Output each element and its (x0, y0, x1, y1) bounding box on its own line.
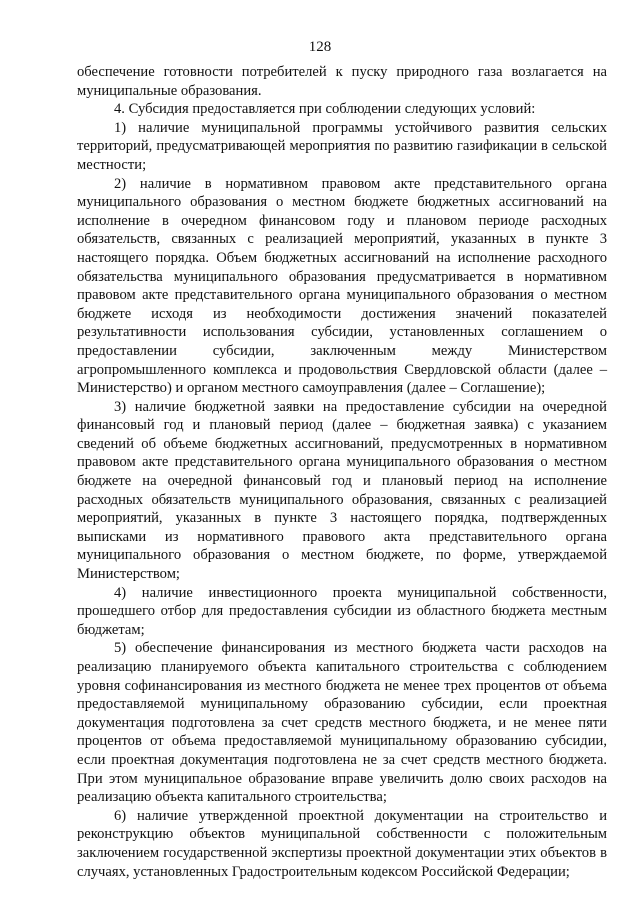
paragraph: 4) наличие инвестиционного проекта муниципальной собственности, прошедшего отбор для предоставления субсидии из областного бюджета местным бюджетам; (77, 584, 607, 638)
paragraph: 2) наличие в нормативном правовом акте представительного органа муниципального образования о местном бюджете бюджетных ассигнований на исполнение в очередном финансовом году и плановом периоде расходных обязательств, связанных с реализацией мероприятий, указанных в пункте 3 настоящего порядка. Объем бюджетных ассигнований на исполнение расходного обязательства муниципального образования предусматривается в нормативном правовом акте представительного органа муниципального образования о местном бюджете исходя из необходимости достижения значений показателей результативности использования субсидии, установленных соглашением о предоставлении субсидии, заключенным между Министерством агропромышленного комплекса и продовольствия Свердловской области (далее – Министерство) и органом местного самоуправления (далее – Соглашение); (77, 175, 607, 397)
document-body (77, 63, 607, 881)
page-number: 128 (308, 39, 332, 55)
paragraph: 1) наличие муниципальной программы устойчивого развития сельских территорий, предусматривающей мероприятия по развитию газификации в сельской местности; (77, 119, 607, 173)
paragraph: 3) наличие бюджетной заявки на предоставление субсидии на очередной финансовый год и плановый период (далее – бюджетная заявка) с указанием сведений об объеме бюджетных ассигнований, предусмотренных в нормативном правовом акте представительного органа муниципального образования о местном бюджете на очередной финансовый год и плановый период на исполнение расходных обязательств муниципального образования, связанных с реализацией мероприятий, указанных в пункте 3 настоящего порядка, подтвержденных выписками из нормативного правового акта представительного органа муниципального образования о местном бюджете, по форме, утверждаемой Министерством; (77, 398, 607, 583)
paragraph: 5) обеспечение финансирования из местного бюджета части расходов на реализацию планируемого объекта капитального строительства с соблюдением уровня софинансирования из местного бюджета не менее трех процентов от объема предоставляемой муниципальному образованию субсидии, если проектная документация подготовлена за счет средств местного бюджета, и не менее пяти процентов от объема предоставляемой муниципальному образованию субсидии, если проектная документация подготовлена не за счет средств местного бюджета. При этом муниципальное образование вправе увеличить долю своих расходов на реализацию объекта капитального строительства; (77, 640, 607, 806)
paragraph: обеспечение готовности потребителей к пуску природного газа возлагается на муниципальные образования. (77, 64, 607, 99)
paragraph: 6) наличие утвержденной проектной документации на строительство и реконструкцию объектов муниципальной собственности с положительным заключением государственной экспертизы проектной документации этих объектов в случаях, установленных Градостроительным кодексом Российской Федерации; (77, 807, 607, 880)
paragraph: 4. Субсидия предоставляется при соблюдении следующих условий: (114, 101, 536, 118)
